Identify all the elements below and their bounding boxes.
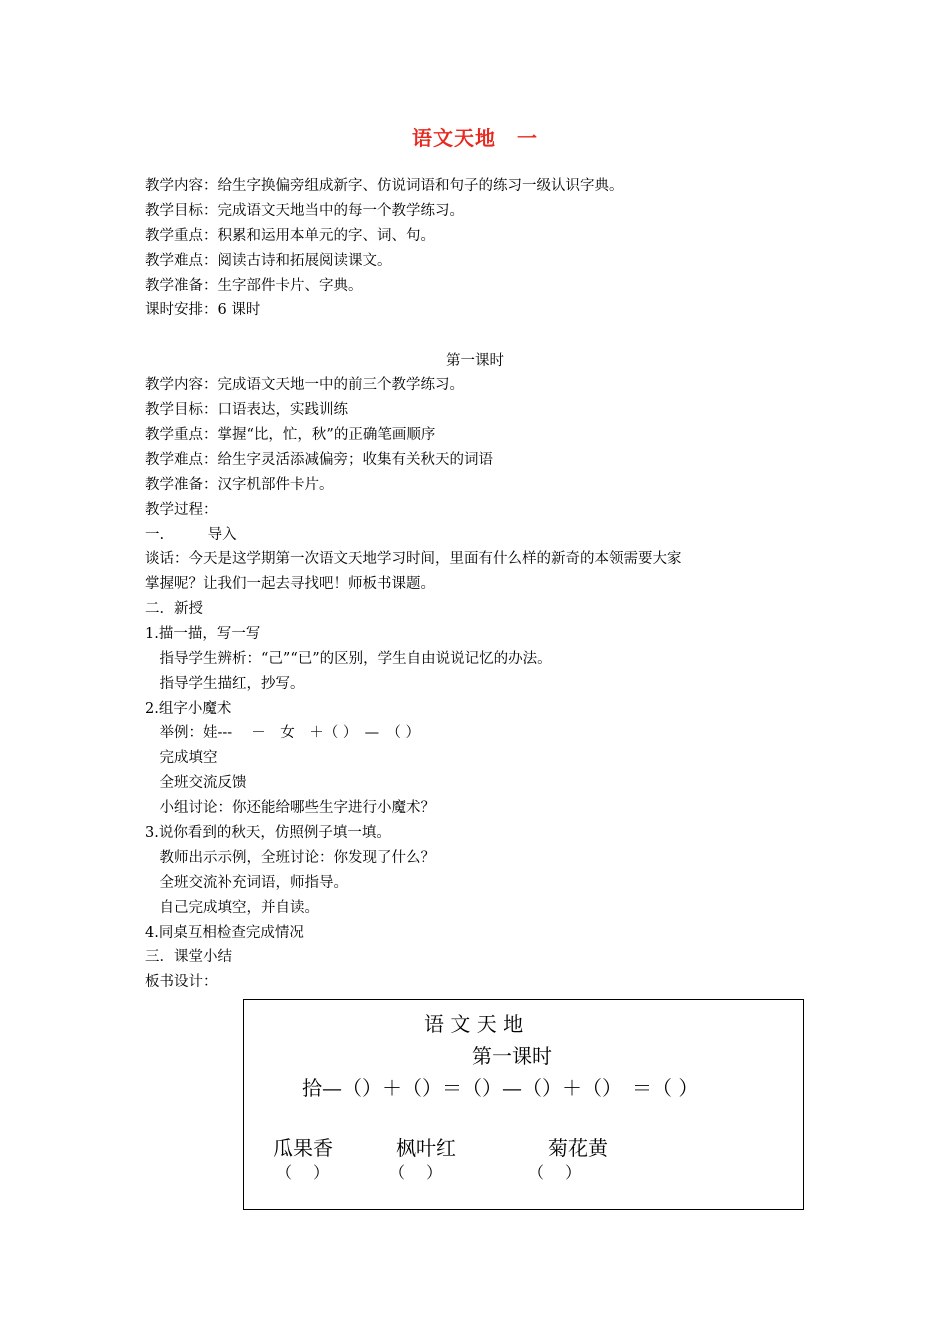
board-design-label: 板书设计： [145, 974, 218, 990]
document-title: 语文天地 一 [412, 126, 538, 150]
overview-goal: 教学目标：完成语文天地当中的每一个教学练习。 [145, 203, 464, 219]
lesson-line: 谈话：今天是这学期第一次语文天地学习时间，里面有什么样的新奇的本领需要大家 [145, 551, 682, 567]
blackboard-design-box [243, 999, 804, 1210]
step-heading: 1.描一描，写一写 [145, 626, 261, 642]
lesson-line: 完成填空 [145, 750, 218, 766]
lesson-heading: 第一课时 [446, 353, 504, 369]
section-heading: 一. 导入 [145, 527, 237, 543]
section-heading: 二．新授 [145, 601, 203, 617]
board-blank: （ ） [276, 1163, 330, 1182]
board-word: 菊花黄 [548, 1136, 608, 1160]
lesson-line: 教学内容：完成语文天地一中的前三个教学练习。 [145, 377, 464, 393]
overview-key-point: 教学重点：积累和运用本单元的字、词、句。 [145, 228, 435, 244]
lesson-line: 指导学生辨析：“己”“已”的区别，学生自由说说记忆的办法。 [145, 651, 552, 667]
section-heading: 三．课堂小结 [145, 949, 232, 965]
board-word: 瓜果香 [273, 1136, 333, 1160]
lesson-line: 教学难点：给生字灵活添减偏旁；收集有关秋天的词语 [145, 452, 493, 468]
lesson-line: 教师出示示例，全班讨论：你发现了什么？ [145, 850, 435, 866]
overview-preparation: 教学准备：生字部件卡片、字典。 [145, 278, 363, 294]
lesson-line: 全班交流反馈 [145, 775, 247, 791]
step-heading: 2.组字小魔术 [145, 701, 232, 717]
lesson-line: 教学目标：口语表达，实践训练 [145, 402, 348, 418]
board-subtitle: 第一课时 [472, 1044, 552, 1068]
lesson-line: 小组讨论：你还能给哪些生字进行小魔术？ [145, 800, 435, 816]
lesson-line: 教学准备：汉字机部件卡片。 [145, 477, 334, 493]
lesson-line: 举例：娃--- － 女 ＋（ ） — （ ） [145, 725, 421, 741]
overview-schedule: 课时安排：6 课时 [145, 302, 261, 318]
board-title: 语 文 天 地 [424, 1012, 524, 1036]
board-blank: （ ） [528, 1163, 582, 1182]
step-heading: 4.同桌互相检查完成情况 [145, 925, 304, 941]
lesson-line: 指导学生描红，抄写。 [145, 676, 305, 692]
lesson-line: 全班交流补充词语，师指导。 [145, 875, 348, 891]
board-formula: 拾—（）＋（）＝（）—（）＋（） ＝（ ） [302, 1076, 699, 1100]
board-word: 枫叶红 [396, 1136, 456, 1160]
board-blank: （ ） [389, 1163, 443, 1182]
step-heading: 3.说你看到的秋天，仿照例子填一填。 [145, 825, 391, 841]
overview-content: 教学内容：给生字换偏旁组成新字、仿说词语和句子的练习一级认识字典。 [145, 178, 624, 194]
lesson-line: 教学过程： [145, 502, 218, 518]
lesson-line: 自己完成填空，并自读。 [145, 900, 319, 916]
overview-difficulty: 教学难点：阅读古诗和拓展阅读课文。 [145, 253, 392, 269]
lesson-line: 掌握呢？让我们一起去寻找吧！师板书课题。 [145, 576, 435, 592]
lesson-line: 教学重点：掌握“比，忙，秋”的正确笔画顺序 [145, 427, 436, 443]
